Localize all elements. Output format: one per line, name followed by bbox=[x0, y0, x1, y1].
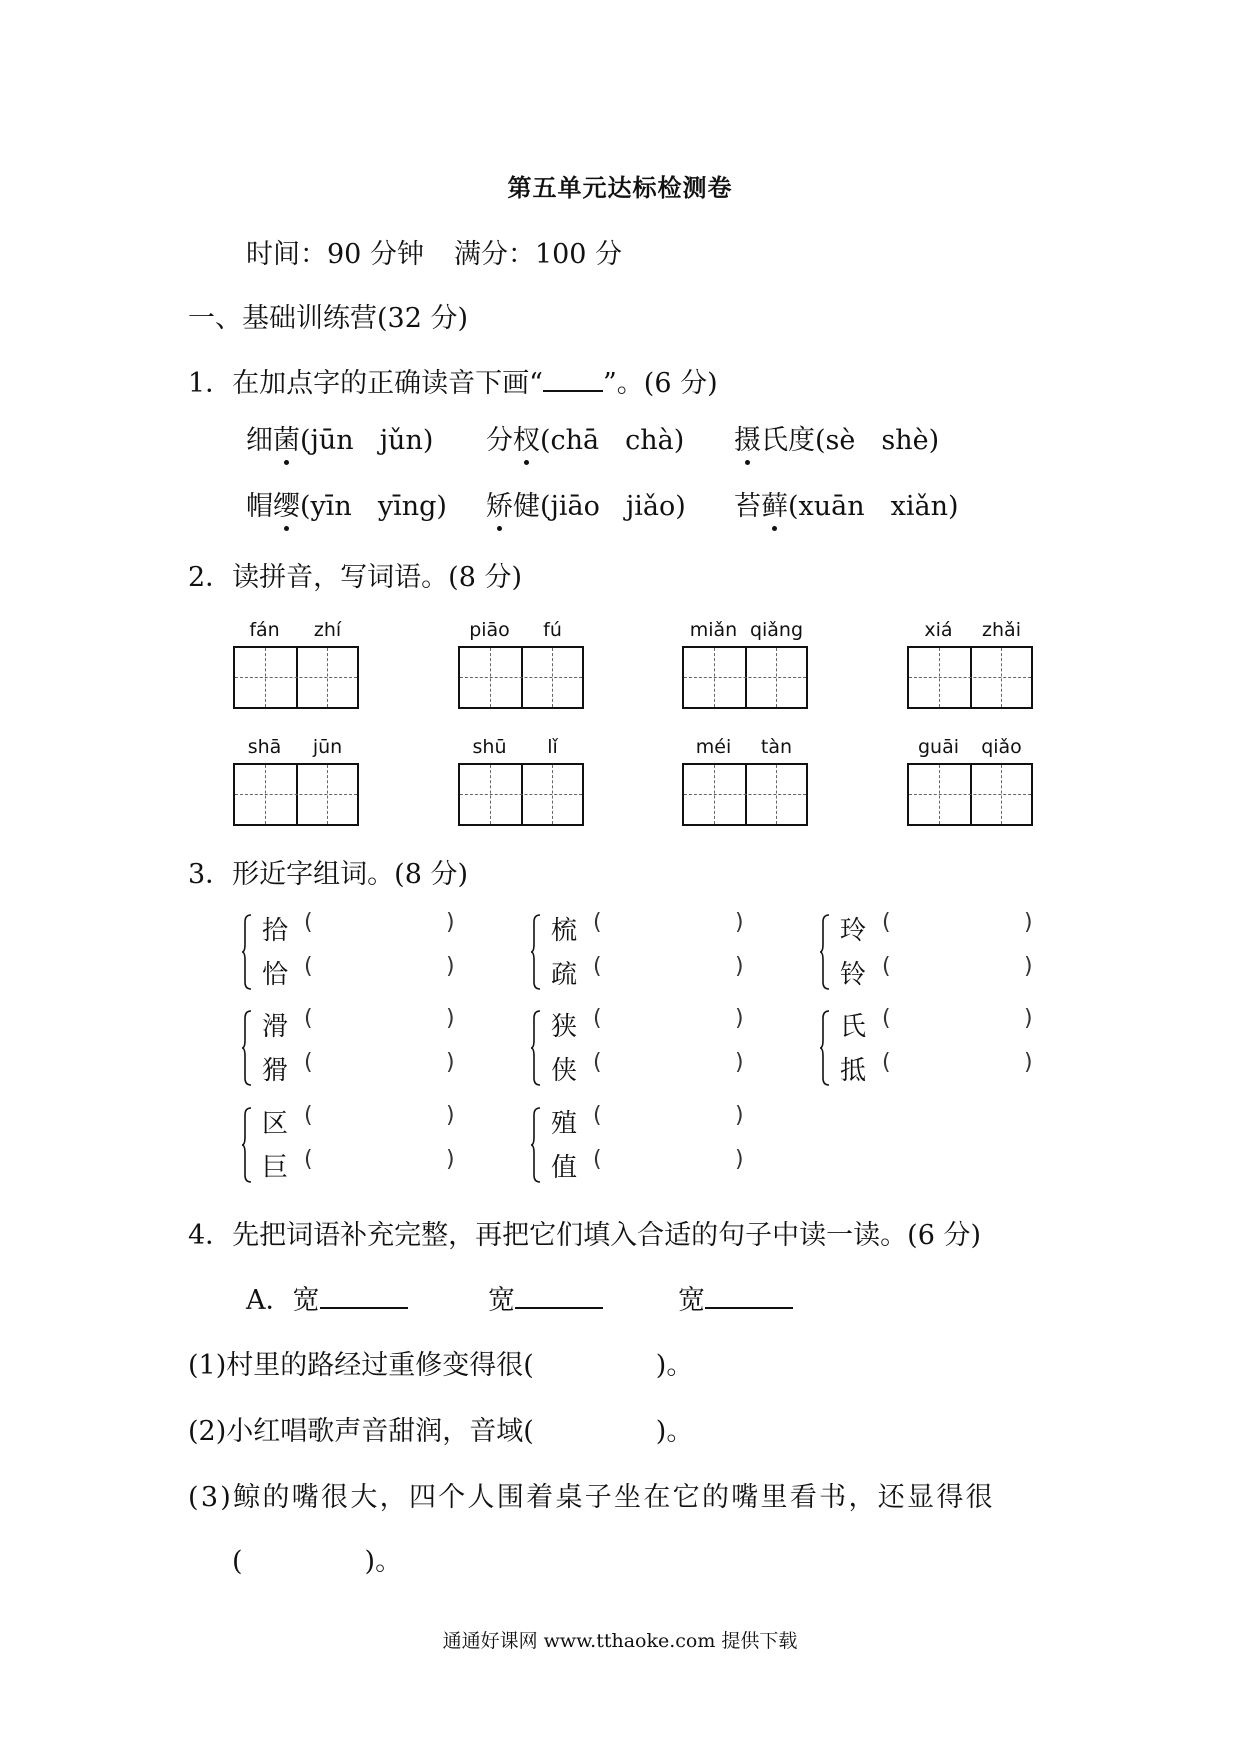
word-blank[interactable] bbox=[320, 1283, 408, 1309]
footer-credit: 通通好课网 www.tthaoke.com 提供下载 bbox=[442, 1630, 798, 1652]
similar-char-pair: 梳 ( ) 疏 ( ) bbox=[545, 910, 745, 994]
brace-icon bbox=[242, 1010, 252, 1086]
writing-box[interactable] bbox=[233, 646, 359, 709]
similar-char-pair: 拾 ( ) 恰 ( ) bbox=[256, 910, 456, 994]
underline-blank bbox=[543, 366, 603, 392]
similar-char-pair: 玲 ( ) 铃 ( ) bbox=[834, 910, 1034, 994]
similar-char-pair: 区 ( ) 巨 ( ) bbox=[256, 1103, 456, 1187]
writing-box[interactable] bbox=[907, 763, 1033, 826]
writing-box[interactable] bbox=[682, 646, 808, 709]
writing-box[interactable] bbox=[682, 763, 808, 826]
q4-sentence-2: (2)小红唱歌声音甜润，音域( )。 bbox=[188, 1416, 694, 1447]
q1-item: 分杈(chā chà) bbox=[486, 418, 684, 457]
similar-char-pair: 殖 ( ) 值 ( ) bbox=[545, 1103, 745, 1187]
brace-icon bbox=[531, 1107, 541, 1183]
question-2-prompt: 2．读拼音，写词语。(8 分) bbox=[188, 562, 523, 593]
brace-icon bbox=[531, 1010, 541, 1086]
question-3-prompt: 3．形近字组词。(8 分) bbox=[188, 859, 469, 890]
q4-word-completion: 宽 bbox=[678, 1278, 793, 1317]
time-label: 时间：90 分钟 bbox=[246, 239, 424, 270]
exam-time-info bbox=[246, 232, 622, 271]
brace-icon bbox=[242, 914, 252, 990]
brace-icon bbox=[242, 1107, 252, 1183]
q1-row-1 bbox=[0, 418, 1240, 458]
q1-row-2 bbox=[0, 484, 1240, 524]
similar-char-pair: 氏 ( ) 抵 ( ) bbox=[834, 1006, 1034, 1090]
brace-icon bbox=[820, 1010, 830, 1086]
q1-item: 细菌(jūn jǔn) bbox=[246, 418, 433, 457]
question-1-prompt: 1．在加点字的正确读音下画“ ”。(6 分) bbox=[188, 368, 718, 399]
question-4-prompt: 4．先把词语补充完整，再把它们填入合适的句子中读一读。(6 分) bbox=[188, 1220, 982, 1251]
q4-sentence-3: (3)鲸的嘴很大，四个人围着桌子坐在它的嘴里看书，还显得很 bbox=[188, 1482, 995, 1513]
writing-box[interactable] bbox=[458, 763, 584, 826]
q4-word-completion: 宽 bbox=[488, 1278, 603, 1317]
word-blank[interactable] bbox=[705, 1283, 793, 1309]
writing-box[interactable] bbox=[458, 646, 584, 709]
similar-char-pair: 狭 ( ) 侠 ( ) bbox=[545, 1006, 745, 1090]
q1-item: 帽缨(yīn yīng) bbox=[246, 484, 447, 523]
q1-item: 摄氏度(sè shè) bbox=[734, 418, 939, 457]
q4-sentence-3-blank: ( )。 bbox=[232, 1546, 403, 1577]
word-blank[interactable] bbox=[515, 1283, 603, 1309]
score-label: 满分：100 分 bbox=[453, 239, 623, 270]
q1-item: 矫健(jiāo jiǎo) bbox=[486, 484, 686, 523]
writing-box[interactable] bbox=[907, 646, 1033, 709]
q4-word-completion-row: A．宽 bbox=[246, 1278, 408, 1317]
q4-sentence-1: (1)村里的路经过重修变得很( )。 bbox=[188, 1350, 694, 1381]
brace-icon bbox=[531, 914, 541, 990]
page-title: 第五单元达标检测卷 bbox=[507, 173, 733, 202]
q1-item: 苔藓(xuān xiǎn) bbox=[734, 484, 959, 523]
brace-icon bbox=[820, 914, 830, 990]
section-heading: 一、基础训练营(32 分) bbox=[188, 303, 469, 334]
similar-char-pair: 滑 ( ) 猾 ( ) bbox=[256, 1006, 456, 1090]
writing-box[interactable] bbox=[233, 763, 359, 826]
